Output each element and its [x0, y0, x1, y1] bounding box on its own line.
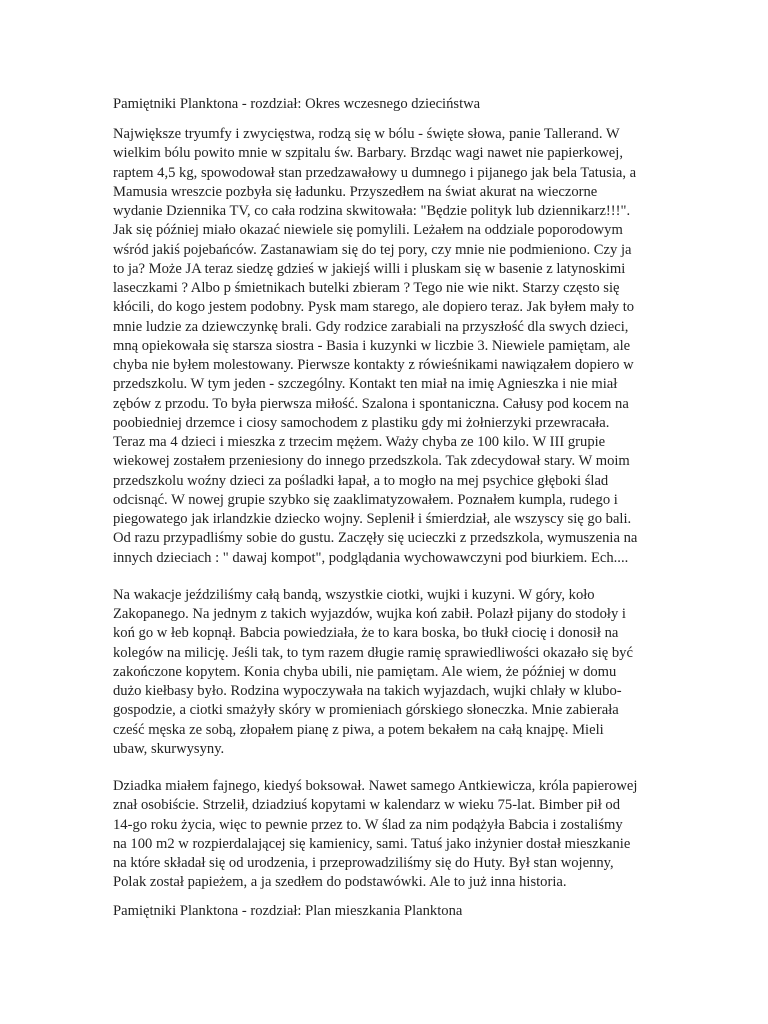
- text-line: raptem 4,5 kg, spowodował stan przedzawałowy u dumnego i pijanego jak bela Tatusia, a: [113, 164, 637, 181]
- text-line: dużo kiełbasy było. Rodzina wypoczywała na takich wyjazdach, wujki chlały w klubo-: [113, 683, 622, 699]
- text-line: chyba nie byłem molestowany. Pierwsze kontakty z rówieśnikami nawiązałem dopiero w: [113, 357, 634, 373]
- paragraph-3: [113, 777, 658, 893]
- text-line: gospodzie, a ciotki smażyły skóry w promieniach górskiego słoneczka. Mnie zabierała: [113, 702, 619, 719]
- text-line: Od razu przypadliśmy sobie do gustu. Zaczęły się ucieczki z przedszkola, wymuszenia na: [113, 530, 638, 547]
- text-line: kłócili, do kogo jestem podobny. Pysk mam starego, ale dopiero teraz. Jak byłem mały to: [113, 299, 635, 316]
- text-line: mnie ludzie za dziewczynkę brali. Gdy rodzice zarabiali na przyszłość dla swych dzieci,: [113, 318, 629, 335]
- text-line: Największe tryumfy i zwycięstwa, rodzą się w bólu - święte słowa, panie Tallerand. W: [113, 126, 620, 142]
- text-line: innych dzieciach : " dawaj kompot", podglądania wychowawczyni pod biurkiem. Ech....: [113, 549, 629, 566]
- text-line: przedszkolu. W tym jeden - szczególny. Kontakt ten miał na imię Agnieszka i nie miał: [113, 376, 618, 393]
- paragraph-1: [113, 125, 658, 568]
- text-line: Jak się później miało okazać niewiele się pomylili. Leżałem na oddziale poporodowym: [113, 222, 623, 239]
- text-line: kolegów na milicję. Jeśli tak, to tym razem długie ramię sprawiedliwości okazało się być: [113, 644, 633, 661]
- text-line: przedszkolu woźny dzieci za pośladki łapał, a to mogło na mej psychice głęboki ślad: [113, 472, 609, 489]
- text-line: poobiedniej drzemce i ciosy samochodem z plastiku gdy mi żołnierzyki przewracała.: [113, 414, 610, 431]
- document-content: [113, 94, 658, 922]
- chapter-heading: Pamiętniki Planktona - rozdział: Okres wczesnego dzieciństwa: [113, 96, 481, 112]
- text-line: wśród jakiś pojebańców. Zastanawiam się do tej pory, czy mnie nie podmieniono. Czy ja: [113, 241, 632, 258]
- text-line: zakończone kopytem. Konia chyba ubili, nie pamiętam. Ale wiem, że później w domu: [113, 663, 617, 680]
- text-line: cześć męska ze sobą, złopałem pianę z piwa, a potem bekałem na całą knajpę. Mieli: [113, 721, 604, 738]
- text-line: odcisnąć. W nowej grupie szybko się zaaklimatyzowałem. Poznałem kumpla, rudego i: [113, 491, 618, 508]
- text-line: Teraz ma 4 dzieci i mieszka z trzecim mężem. Waży chyba ze 100 kilo. W III grupie: [113, 434, 606, 450]
- text-line: wiekowej zostałem przeniesiony do innego przedszkola. Tak zdecydował stary. W moim: [113, 453, 630, 470]
- text-line: laseczkami ? Albo p śmietnikach butelki zbieram ? Tego nie wie nikt. Starzy często się: [113, 280, 620, 296]
- text-line: na które składał się od urodzenia, i przeprowadziliśmy się do Huty. Był stan wojenny,: [113, 855, 614, 871]
- text-line: to ja? Może JA teraz siedzę gdzieś w jakiejś willi i pluskam się w basenie z latynoskimi: [113, 260, 626, 277]
- text-line: znał osobiście. Strzelił, dziadziuś kopytami w kalendarz w wieku 75-lat. Bimber pił od: [113, 797, 621, 814]
- chapter-heading-next: Pamiętniki Planktona - rozdział: Plan mieszkania Planktona: [113, 902, 463, 919]
- text-line: Na wakacje jeździliśmy całą bandą, wszystkie ciotki, wujki i kuzyni. W góry, koło: [113, 586, 595, 603]
- text-line: mną opiekowała się starsza siostra - Basia i kuzynki w liczbie 3. Niewiele pamiętam, ale: [113, 337, 631, 354]
- paragraph-2: [113, 586, 658, 759]
- text-line: Zakopanego. Na jednym z takich wyjazdów, wujka koń zabił. Polazł pijany do stodoły i: [113, 606, 626, 622]
- text-line: ubaw, skurwysyny.: [113, 740, 225, 757]
- text-line: 14-go roku życia, więc to pewnie przez to. W ślad za nim podążyła Babcia i zostaliśmy: [113, 816, 623, 833]
- text-line: wydanie Dziennika TV, co cała rodzina skwitowała: "Będzie polityk lub dziennikarz!!!".: [113, 203, 631, 219]
- text-line: na 100 m2 w rozpierdalającej się kamienicy, sami. Tatuś jako inżynier dostał mieszkanie: [113, 835, 631, 852]
- text-line: koń go w łeb kopnął. Babcia powiedziała, że to kara boska, bo tłukł ciocię i donosił na: [113, 625, 619, 642]
- text-line: Dziadka miałem fajnego, kiedyś boksował. Nawet samego Antkiewicza, króla papierowej: [113, 778, 638, 794]
- text-line: Mamusia wreszcie pozbyła się ładunku. Przyszedłem na świat akurat na wieczorne: [113, 183, 598, 200]
- text-line: piegowatego jak irlandzkie dziecko wojny. Seplenił i śmierdział, ale wszyscy się go bali.: [113, 511, 632, 527]
- text-line: zębów z przodu. To była pierwsza miłość. Szalona i spontaniczna. Całusy pod kocem na: [113, 395, 629, 412]
- text-line: wielkim bólu powito mnie w szpitalu św. Barbary. Brzdąc wagi nawet nie papierkowej,: [113, 145, 623, 162]
- text-line: Polak został papieżem, a ja szedłem do podstawówki. Ale to już inna historia.: [113, 874, 567, 891]
